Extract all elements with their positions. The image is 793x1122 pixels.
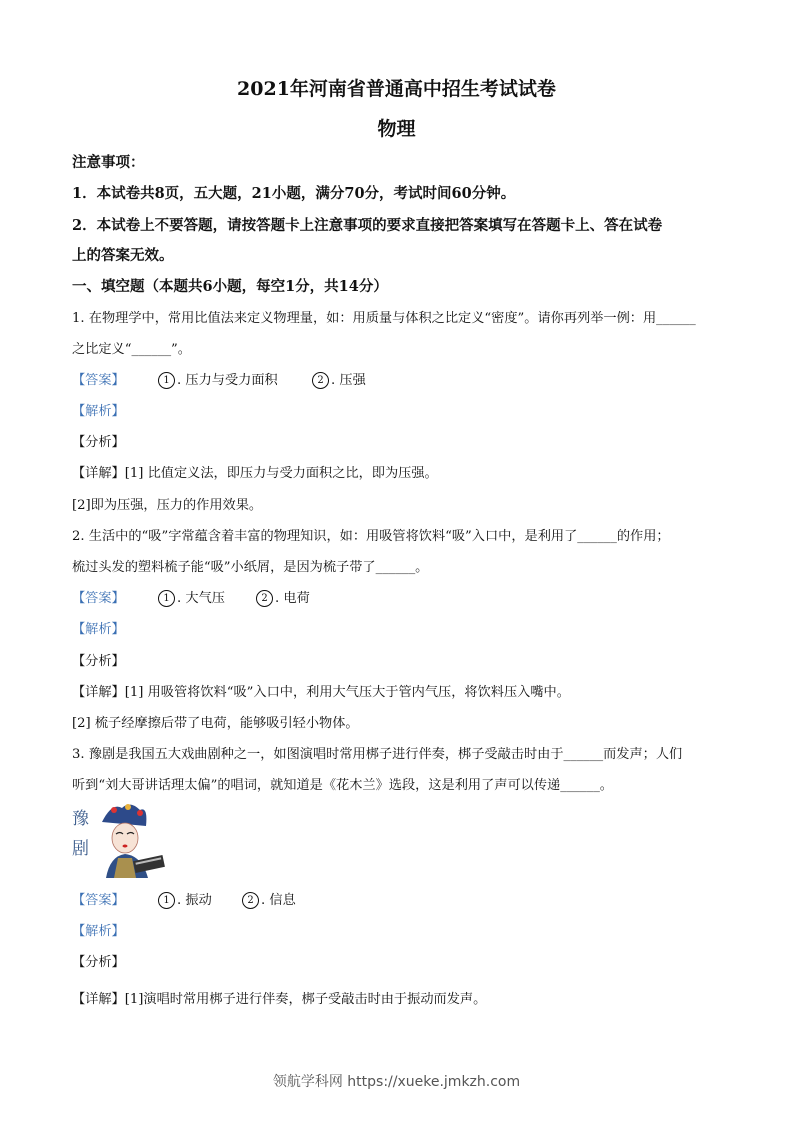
q1-answer-label: 【答案】	[72, 373, 125, 388]
lips	[123, 845, 128, 848]
q2-answer-label: 【答案】	[72, 591, 125, 606]
headdress-pompom	[111, 807, 117, 813]
q2-detail-2: [2] 梳子经摩擦后带了电荷，能够吸引轻小物体。	[72, 716, 359, 731]
q3-detail-1-text: [1]演唱时常用梆子进行伴奏，梆子受敲击时由于振动而发声。	[124, 992, 487, 1007]
circled-number: 1	[158, 892, 175, 909]
q2-detail-1	[72, 681, 570, 700]
detail-label: 【详解】	[72, 992, 125, 1007]
q3-text-line2: 听到“刘大哥讲话理太偏”的唱词，就知道是《花木兰》选段，这是利用了声可以传递______。	[72, 778, 613, 793]
q1-answer-1-text: . 压力与受力面积	[177, 373, 278, 388]
q1-jiexi-label: 【解析】	[72, 404, 125, 419]
circled-number: 1	[158, 372, 175, 389]
q1-answer-2	[312, 369, 366, 389]
circled-number: 2	[242, 892, 259, 909]
henan-opera-image	[70, 800, 170, 878]
q3-answer-label: 【答案】	[72, 893, 125, 908]
notice-item-1: 1．本试卷共8页，五大题，21小题，满分70分，考试时间60分钟。	[72, 185, 516, 202]
page-footer-watermark: 领航学科网 https://xueke.jmkzh.com	[272, 1074, 521, 1090]
q2-answer-1	[158, 587, 225, 607]
detail-label: 【详解】	[72, 685, 125, 700]
notice-heading: 注意事项：	[72, 154, 145, 171]
q3-jiexi-label: 【解析】	[72, 924, 125, 939]
headdress-pompom	[137, 810, 143, 816]
q2-answer-2-text: . 电荷	[275, 591, 310, 606]
q2-text-line2: 梳过头发的塑料梳子能“吸”小纸屑，是因为梳子带了______。	[72, 560, 429, 575]
circled-number: 1	[158, 590, 175, 607]
q1-text-line1: 1. 在物理学中，常用比值法来定义物理量，如：用质量与体积之比定义“密度”。请你再列举一例：用______	[72, 311, 696, 326]
q3-fenxi-label: 【分析】	[72, 955, 125, 970]
opera-caption-2: 剧	[72, 839, 89, 859]
q3-text-line1: 3. 豫剧是我国五大戏曲剧种之一，如图演唱时常用梆子进行伴奏，梆子受敲击时由于______而发声；人们	[72, 747, 683, 762]
q2-answer-2	[256, 587, 310, 607]
q1-detail-1-text: [1] 比值定义法，即压力与受力面积之比，即为压强。	[124, 466, 438, 481]
q2-text-line1: 2. 生活中的“吸”字常蕴含着丰富的物理知识，如：用吸管将饮料“吸”入口中，是利用了______的作用；	[72, 529, 670, 544]
q3-detail-1	[72, 988, 486, 1007]
q3-answer-2	[242, 889, 296, 909]
q1-text-line2: 之比定义“______”。	[72, 342, 191, 357]
subject-title: 物理	[377, 118, 416, 140]
notice-item-2: 2．本试卷上不要答题，请按答题卡上注意事项的要求直接把答案填写在答题卡上、答在试卷	[72, 217, 663, 234]
q1-detail-1	[72, 462, 438, 481]
circled-number: 2	[312, 372, 329, 389]
headdress-pompom	[125, 804, 131, 810]
q1-answer-1	[158, 369, 278, 389]
section-heading: 一、填空题（本题共6小题，每空1分，共14分）	[72, 278, 388, 295]
q1-fenxi-label: 【分析】	[72, 435, 125, 450]
q3-answer-1	[158, 889, 212, 909]
notice-item-2-cont: 上的答案无效。	[72, 247, 174, 264]
detail-label: 【详解】	[72, 466, 125, 481]
q2-fenxi-label: 【分析】	[72, 654, 125, 669]
exam-title: 2021年河南省普通高中招生考试试卷	[237, 78, 556, 100]
face-shape	[112, 823, 138, 853]
q1-detail-2: [2]即为压强，压力的作用效果。	[72, 498, 263, 513]
circled-number: 2	[256, 590, 273, 607]
q1-answer-2-text: . 压强	[331, 373, 366, 388]
q2-jiexi-label: 【解析】	[72, 622, 125, 637]
opera-caption-1: 豫	[72, 809, 89, 829]
q2-answer-1-text: . 大气压	[177, 591, 225, 606]
q3-answer-1-text: . 振动	[177, 893, 212, 908]
q3-answer-2-text: . 信息	[261, 893, 296, 908]
q2-detail-1-text: [1] 用吸管将饮料“吸”入口中，利用大气压大于管内气压，将饮料压入嘴中。	[124, 685, 570, 700]
opera-figure-illustration	[70, 800, 170, 878]
